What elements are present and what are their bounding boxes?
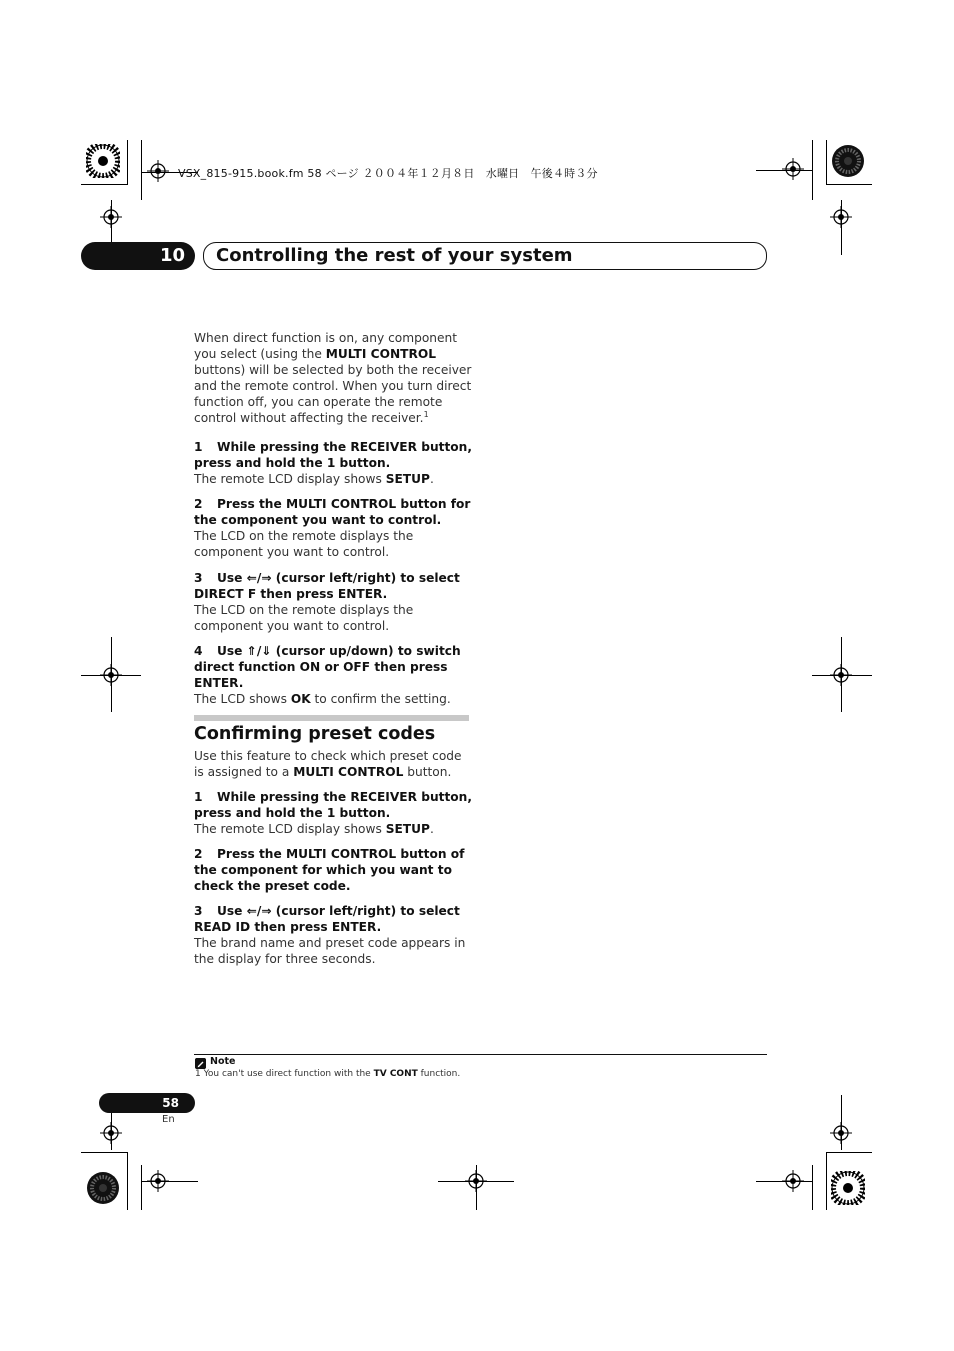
note-label: Note [210, 1056, 236, 1067]
registration-mark-icon [465, 1170, 487, 1192]
step-b1: 1 While pressing the RECEIVER button, press and hold the 1 button. The remote LCD display shows SETUP. [194, 790, 472, 836]
footnote-text: 1 You can't use direct function with the TV CONT function. [195, 1069, 461, 1079]
registration-mark-icon [147, 1170, 169, 1192]
note-rule [194, 1054, 767, 1055]
step-b2: 2 Press the MULTI CONTROL button of the component for which you want to check the preset code. [194, 847, 465, 893]
print-wheel-icon [86, 1171, 120, 1205]
registration-mark-icon [830, 206, 852, 228]
section-title: Confirming preset codes [194, 724, 436, 744]
intro-paragraph: When direct function is on, any component you select (using the MULTI CONTROL buttons) will be selected by both the receiver and the remote control. When you turn direct function off, you can operate the remote control without affecting the receiver.$^1$ [194, 331, 472, 425]
footnote-ref: 1 [423, 410, 429, 419]
arrow-left-right-icon: ⇐/⇒ [246, 571, 272, 585]
registration-mark-icon [100, 206, 122, 228]
section-divider-bar [194, 715, 469, 721]
registration-mark-icon [100, 664, 122, 686]
page-number: 58 [162, 1096, 179, 1110]
step-b3: 3 Use ⇐/⇒ (cursor left/right) to select READ ID then press ENTER. The brand name and preset code appears in the display for three seconds. [194, 904, 466, 966]
registration-mark-icon [147, 160, 169, 182]
registration-mark-icon [782, 158, 804, 180]
step-a4: 4 Use ⇑/⇓ (cursor up/down) to switch direct function ON or OFF then press ENTER. The LCD shows OK to confirm the setting. [194, 644, 461, 706]
registration-mark-icon [830, 664, 852, 686]
page-language: En [162, 1114, 175, 1125]
file-meta-header: VSX_815-915.book.fm 58 ページ ２００４年１２月８日 水曜日 午後４時３分 [178, 167, 598, 180]
note-pencil-icon [195, 1058, 206, 1069]
registration-mark-icon [830, 1122, 852, 1144]
step-a2: 2 Press the MULTI CONTROL button for the component you want to control. The LCD on the remote displays the component you want to control. [194, 497, 471, 559]
print-wheel-icon [831, 144, 865, 178]
registration-mark-icon [100, 1122, 122, 1144]
chapter-number: 10 [159, 245, 185, 266]
section-intro: Use this feature to check which preset code is assigned to a MULTI CONTROL button. [194, 749, 462, 779]
step-a1: 1 While pressing the RECEIVER button, press and hold the 1 button. The remote LCD display shows SETUP. [194, 440, 472, 486]
chapter-title: Controlling the rest of your system [216, 245, 573, 266]
arrow-up-down-icon: ⇑/⇓ [246, 644, 272, 658]
print-wheel-icon [86, 144, 120, 178]
arrow-left-right-icon: ⇐/⇒ [246, 904, 272, 918]
registration-mark-icon [782, 1170, 804, 1192]
print-wheel-icon [831, 1171, 865, 1205]
step-a3: 3 Use ⇐/⇒ (cursor left/right) to select DIRECT F then press ENTER. The LCD on the remote displays the component you want to control. [194, 571, 460, 633]
